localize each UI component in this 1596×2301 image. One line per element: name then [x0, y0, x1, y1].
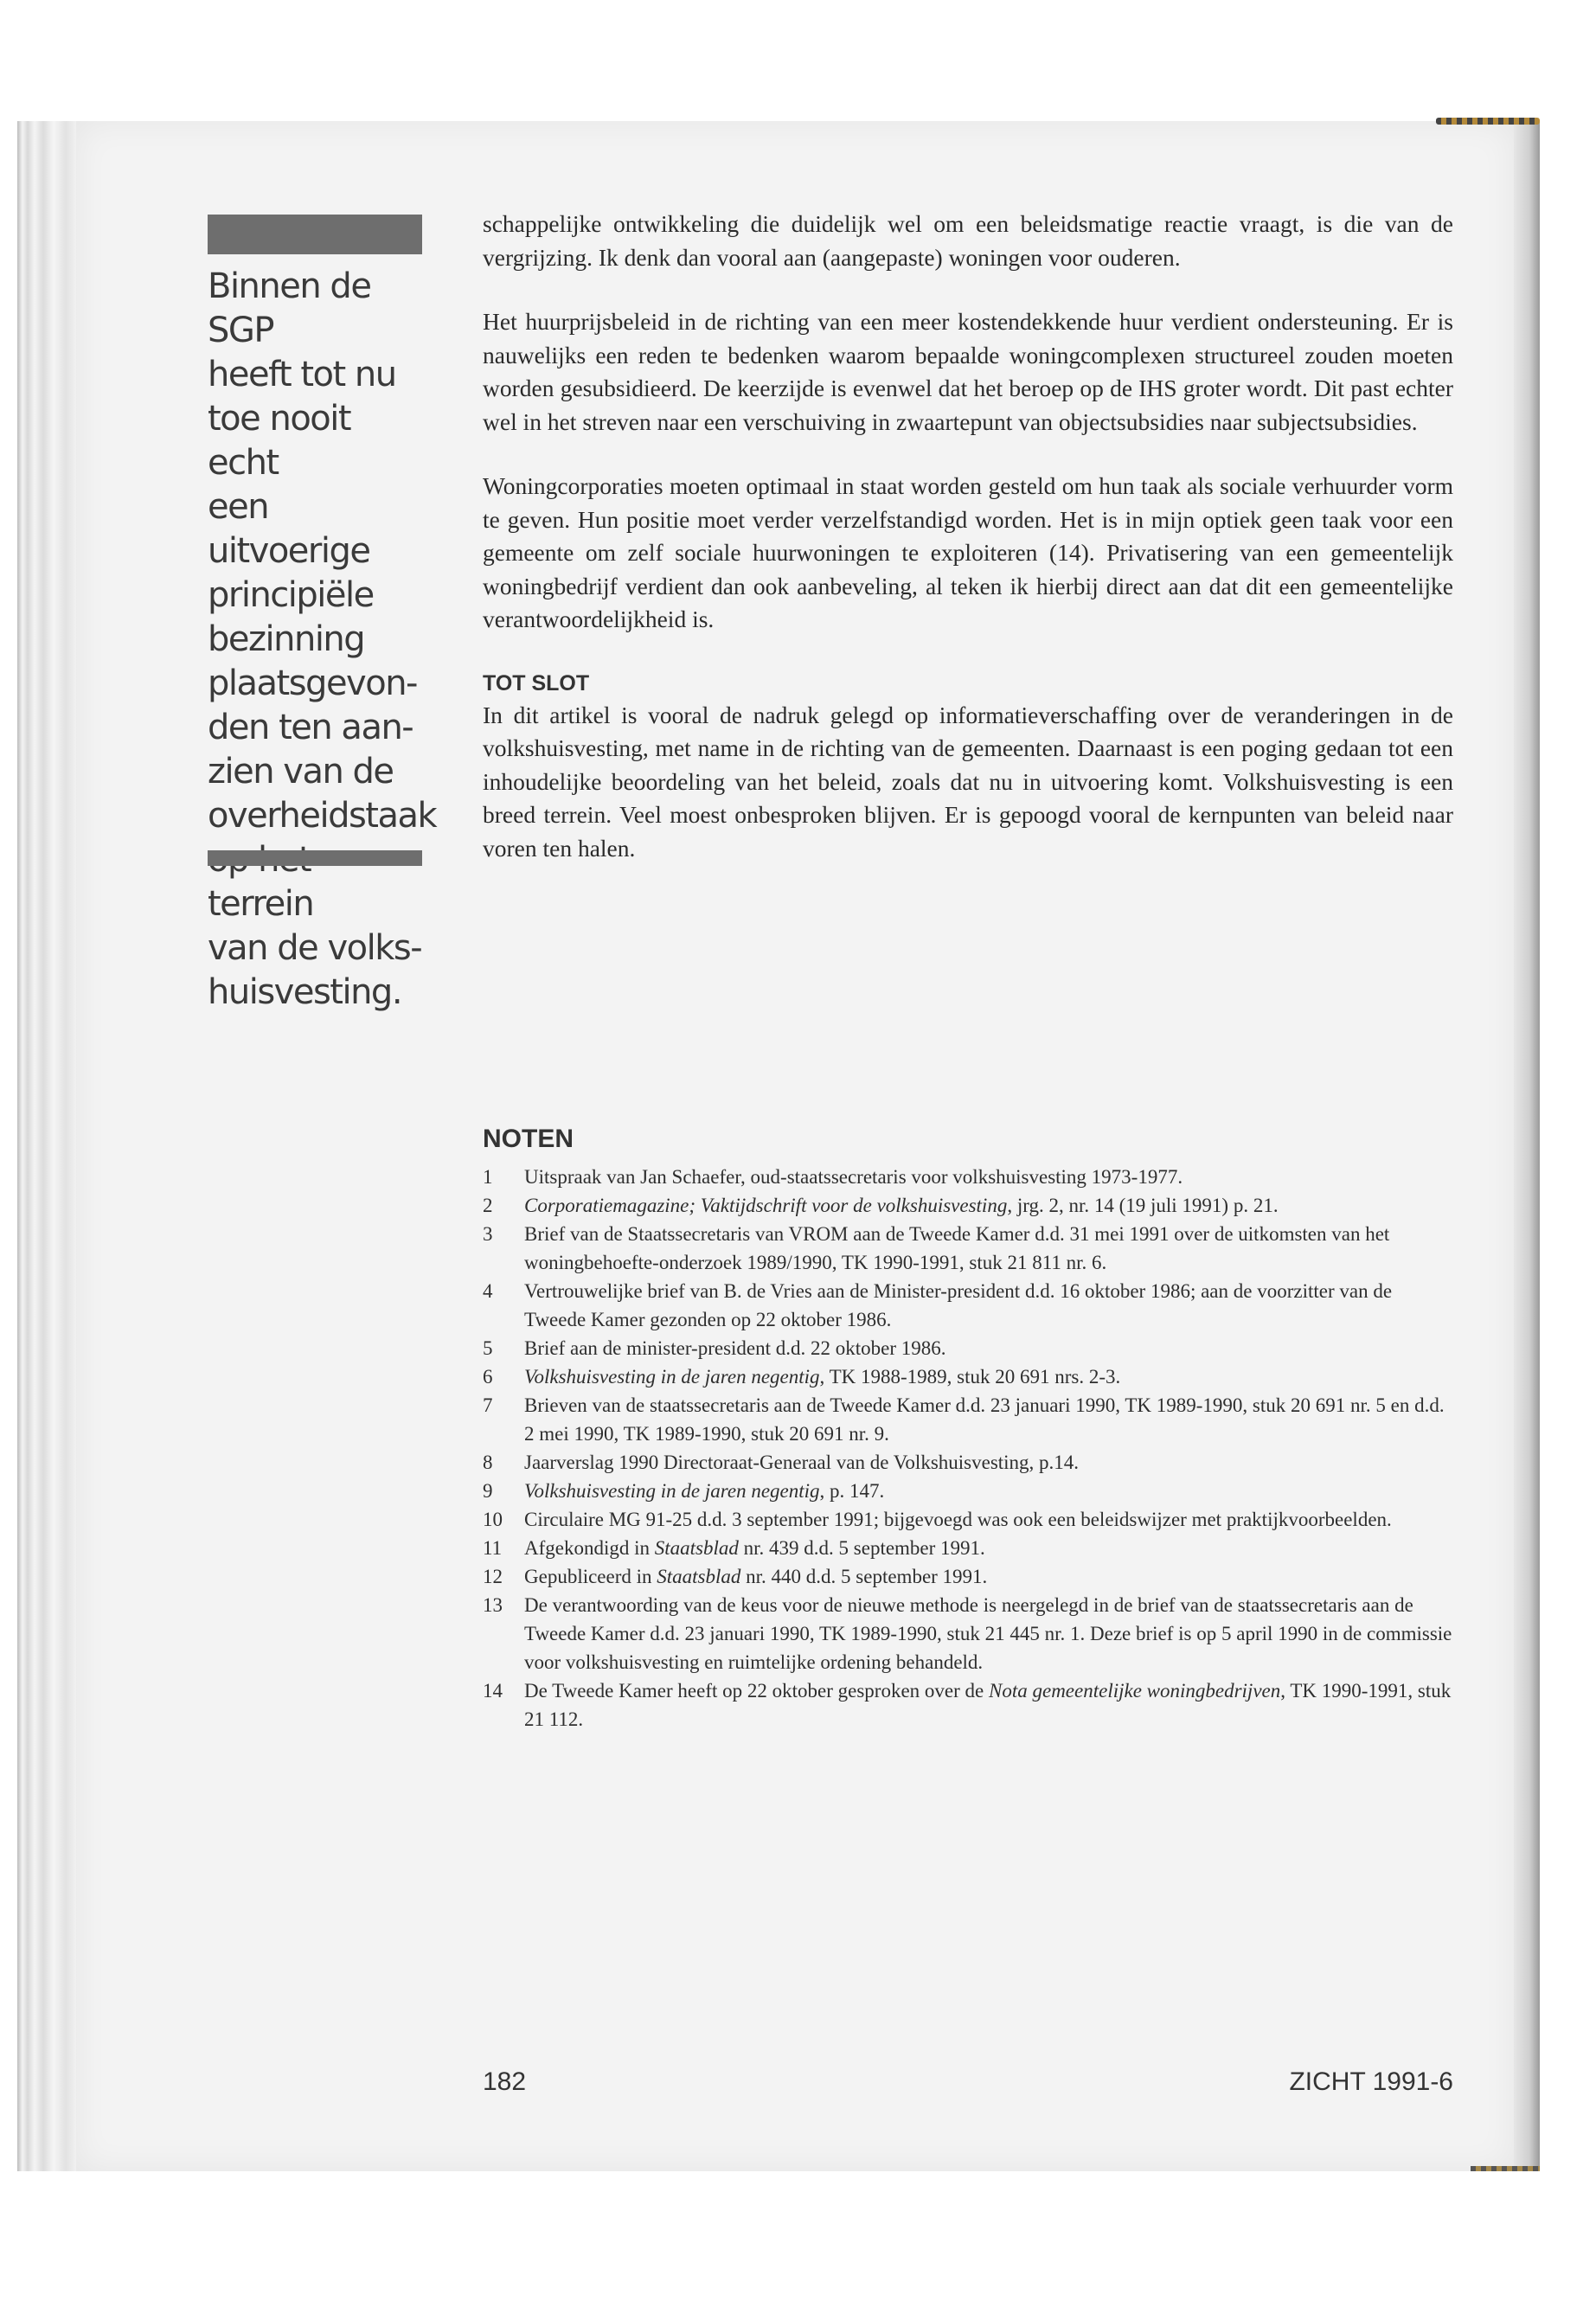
note-text: Afgekondigd in Staatsblad nr. 439 d.d. 5 september 1991.	[524, 1537, 985, 1559]
note-item	[483, 1220, 1453, 1277]
note-text: Uitspraak van Jan Schaefer, oud-staatssecretaris voor volkshuisvesting 1973-1977.	[524, 1166, 1183, 1188]
note-number: 3	[483, 1223, 493, 1245]
note-number: 14	[483, 1680, 503, 1702]
note-item	[483, 1163, 1453, 1191]
note-number: 6	[483, 1366, 493, 1388]
note-item	[483, 1448, 1453, 1477]
note-item	[483, 1334, 1453, 1362]
note-text: Circulaire MG 91-25 d.d. 3 september 1991; bijgevoegd was ook een beleidswijzer met praktijkvoorbeelden.	[524, 1509, 1392, 1530]
notes-list	[483, 1163, 1453, 1734]
note-text: Vertrouwelijke brief van B. de Vries aan de Minister-president d.d. 16 oktober 1986; aan de voorzitter van de Tweede Kamer gezonden op 22 oktober 1986.	[524, 1280, 1393, 1330]
pull-quote: Binnen de SGP heeft tot nu toe nooit echt een uitvoerige principiële bezinning plaatsgevon- den ten aan- zien van de overheidstaak terrein van de volks- huisvesting.	[208, 266, 437, 1012]
book-page-edges	[17, 121, 78, 2171]
book-headband	[1436, 118, 1540, 125]
note-number: 8	[483, 1452, 493, 1473]
note-text: Corporatiemagazine; Vaktijdschrift voor de volkshuisvesting, jrg. 2, nr. 14 (19 juli 1991) p. 21.	[524, 1195, 1279, 1216]
note-item	[483, 1676, 1453, 1734]
note-number: 5	[483, 1337, 493, 1359]
note-text: Jaarverslag 1990 Directoraat-Generaal van de Volkshuisvesting, p.14.	[524, 1452, 1080, 1473]
note-item	[483, 1477, 1453, 1505]
note-number: 13	[483, 1594, 503, 1616]
note-text: Gepubliceerd in Staatsblad nr. 440 d.d. 5 september 1991.	[524, 1566, 988, 1587]
paragraph: Het huurprijsbeleid in de richting van een meer kostendekkende huur verdient ondersteuning. Er is nauwelijks een reden te bedenken waarom bepaalde woningcomplexen structureel zouden moeten worden gesubsidieerd. De keerzijde is evenwel dat het beroep op de IHS groter wordt. Dit past echter wel in het streven naar een verschuiving in zwaartepunt van objectsubsidies naar subjectsubsidies.	[483, 308, 1453, 435]
note-number: 1	[483, 1166, 493, 1188]
note-number: 12	[483, 1566, 503, 1587]
note-item	[483, 1534, 1453, 1562]
book-tailband	[1471, 2166, 1540, 2171]
page-number: 182	[483, 2067, 527, 2096]
note-item	[483, 1505, 1453, 1534]
note-item	[483, 1277, 1453, 1334]
section-heading-tot-slot: TOT SLOT	[483, 670, 590, 695]
note-text: Volkshuisvesting in de jaren negentig, p. 147.	[524, 1480, 885, 1502]
paragraph: Woningcorporaties moeten optimaal in staat worden gesteld om hun taak als sociale verhuurder vorm te geven. Hun positie moet verder verzelfstandigd worden. Het is in mijn optiek geen taak voor een gemeente om zelf sociale huurwoningen te exploiteren (14). Privatisering van een gemeentelijk woningbedrijf verdient dan ook aanbeveling, al teken ik hierbij direct aan dat dit een gemeentelijke verantwoordelijkheid is.	[483, 472, 1453, 632]
note-item	[483, 1562, 1453, 1591]
pull-quote-bottom-bar	[208, 850, 422, 866]
main-column	[483, 208, 1453, 896]
note-item	[483, 1391, 1453, 1448]
note-item	[483, 1191, 1453, 1220]
closing-paragraph: In dit artikel is vooral de nadruk gelegd op informatieverschaffing over de veranderingen in de volkshuisvesting, met name in de richting van de gemeenten. Daarnaast is een poging gedaan tot een inhoudelijke beoordeling van het beleid, zoals dat nu in uitvoering komt. Volkshuisvesting is een breed terrein. Veel moest onbesproken blijven. Er is gepoogd vooral de kernpunten van beleid naar voren ten halen.	[483, 701, 1453, 862]
note-text: De verantwoording van de keus voor de nieuwe methode is neergelegd in de brief van de staatssecretaris aan de Tweede Kamer d.d. 23 januari 1990, TK 1989-1990, stuk 21 445 nr. 1. Deze brief is op 5 april 1990 in de commissie voor volkshuisvesting en ruimtelijke ordening behandeld.	[524, 1594, 1452, 1673]
page-footer	[483, 2067, 1453, 2102]
note-text: De Tweede Kamer heeft op 22 oktober gesproken over de Nota gemeentelijke woningbedrijven, TK 1990-1991, stuk 21 112.	[524, 1680, 1452, 1730]
note-text: Brieven van de staatssecretaris aan de Tweede Kamer d.d. 23 januari 1990, TK 1989-1990, stuk 20 691 nr. 5 en d.d. 2 mei 1990, TK 1989-1990, stuk 20 691 nr. 9.	[524, 1394, 1445, 1445]
note-text: Brief van de Staatssecretaris van VROM aan de Tweede Kamer d.d. 31 mei 1991 over de uitkomsten van het woningbehoefte-onderzoek 1989/1990, TK 1990-1991, stuk 21 811 nr. 6.	[524, 1223, 1390, 1273]
note-number: 4	[483, 1280, 493, 1302]
book-spine	[1514, 121, 1540, 2171]
notes-heading: NOTEN	[483, 1125, 574, 1153]
note-text: Brief aan de minister-president d.d. 22 oktober 1986.	[524, 1337, 946, 1359]
note-number: 11	[483, 1537, 503, 1559]
paragraph: schappelijke ontwikkeling die duidelijk wel om een beleidsmatige reactie vraagt, is die van de vergrijzing. Ik denk dan vooral aan (aangepaste) woningen voor ouderen.	[483, 210, 1453, 271]
note-number: 7	[483, 1394, 493, 1416]
journal-issue: ZICHT 1991-6	[1289, 2067, 1453, 2096]
note-number: 2	[483, 1195, 493, 1216]
note-number: 9	[483, 1480, 493, 1502]
pull-quote-top-bar	[208, 215, 422, 254]
note-number: 10	[483, 1509, 503, 1530]
note-text: Volkshuisvesting in de jaren negentig, TK 1988-1989, stuk 20 691 nrs. 2-3.	[524, 1366, 1121, 1388]
note-item	[483, 1591, 1453, 1676]
note-item	[483, 1362, 1453, 1391]
